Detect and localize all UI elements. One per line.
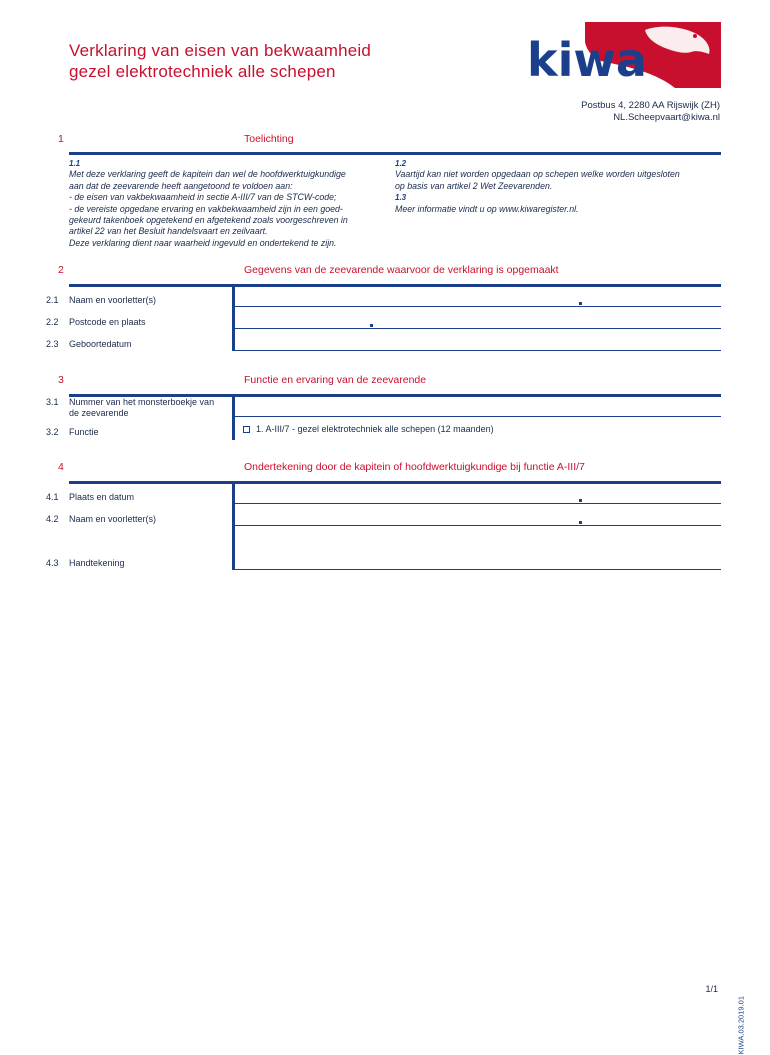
field-4-2-number: 4.2 [46,514,59,524]
note-1-3-text: Meer informatie vindt u op www.kiwaregister.nl. [395,203,579,214]
section-3-number: 3 [58,374,64,386]
birthdate-input[interactable] [235,330,721,350]
title-line-1: Verklaring van eisen van bekwaamheid [69,41,372,60]
section-1-rule [69,152,721,155]
note-1-2-number: 1.2 [395,159,407,168]
form-code: KIWA.03.2019.01 [737,996,746,1055]
field-2-2-number: 2.2 [46,317,59,327]
field-3-2-number: 3.2 [46,427,59,437]
field-4-1-label: Plaats en datum [69,492,135,502]
page-number: 1/1 [705,984,718,994]
place-date-input[interactable] [235,483,721,503]
note-1-1-line: gekeurd takenboek opgetekend en afgetekend zoals voorgeschreven in [69,215,348,226]
postcode-city-input[interactable] [235,308,721,328]
signature-field[interactable] [235,527,721,569]
note-1-3-number: 1.3 [395,193,407,203]
name-input[interactable] [235,286,721,306]
logo-wordmark: kiwa [527,33,647,87]
section-1-title: Toelichting [244,133,294,145]
field-2-1-label: Naam en voorletter(s) [69,295,157,305]
note-1-1-line: artikel 22 van het Besluit handelsvaart en zeilvaart. [69,226,268,237]
field-4-1-underline [235,503,721,504]
field-2-2-label: Postcode en plaats [69,317,146,327]
field-2-2-marker [370,324,373,327]
document-title [69,40,371,82]
field-3-1-underline [235,416,721,417]
field-3-1-label-line-1: Nummer van het monsterboekje van [69,397,215,407]
field-3-2-label: Functie [69,427,99,437]
note-1-1-line: Met deze verklaring geeft de kapitein dan wel de hoofdwerktuigkundige [69,169,346,180]
function-checkbox[interactable] [243,426,250,433]
field-4-2-marker [579,521,582,524]
note-1-2-line: Vaartijd kan niet worden opgedaan op schepen welke worden uitgesloten [395,169,680,180]
field-4-2-label: Naam en voorletter(s) [69,514,157,524]
field-3-1-number: 3.1 [46,397,59,407]
note-1-1-line: Deze verklaring dient naar waarheid ingevuld en ondertekend te zijn. [69,237,337,248]
section-3-title: Functie en ervaring van de zeevarende [244,374,427,386]
note-1-2-line: op basis van artikel 2 Wet Zeevarenden. [395,180,553,191]
address-block [581,100,720,124]
field-4-2-underline [235,525,721,526]
field-4-3-number: 4.3 [46,558,59,568]
section-2-number: 2 [58,264,64,276]
note-1-1-line: - de eisen van vakbekwaamheid in sectie A-III/7 van de STCW-code; [69,192,337,203]
field-4-3-underline [235,569,721,570]
note-1-1 [69,158,389,249]
section-2-title: Gegevens van de zeevarende waarvoor de verklaring is opgemaakt [244,264,559,276]
field-4-1-number: 4.1 [46,492,59,502]
note-1-1-line: aan dat de zeevarende heeft aangetoond te voldoen aan: [69,180,293,191]
field-3-1-label-line-2: de zeevarende [69,408,129,418]
note-1-2 [395,158,725,215]
field-3-1-label [69,397,214,419]
field-2-3-underline [235,350,721,351]
field-4-3-label: Handtekening [69,558,125,568]
field-2-1-marker [579,302,582,305]
email-address: NL.Scheepvaart@kiwa.nl [613,112,720,123]
kiwa-logo [525,22,721,88]
function-option-label: 1. A-III/7 - gezel elektrotechniek alle schepen (12 maanden) [256,424,494,434]
field-4-1-marker [579,499,582,502]
field-2-3-label: Geboortedatum [69,339,132,349]
section-1-number: 1 [58,133,64,145]
signer-name-input[interactable] [235,505,721,525]
note-1-1-number: 1.1 [69,159,81,168]
section-4-title: Ondertekening door de kapitein of hoofdwerktuigkundige bij functie A-III/7 [244,461,585,473]
title-line-2: gezel elektrotechniek alle schepen [69,62,336,81]
section-4-number: 4 [58,461,64,473]
kiwa-logo-graphic [525,22,721,88]
field-2-2-underline [235,328,721,329]
note-1-1-line: - de vereiste opgedane ervaring en vakbekwaamheid zijn in een goed- [69,203,343,214]
field-2-1-number: 2.1 [46,295,59,305]
field-2-1-underline [235,306,721,307]
field-2-3-number: 2.3 [46,339,59,349]
address-line-1: Postbus 4, 2280 AA Rijswijk (ZH) [581,100,720,111]
seamans-book-number-input[interactable] [235,396,721,416]
